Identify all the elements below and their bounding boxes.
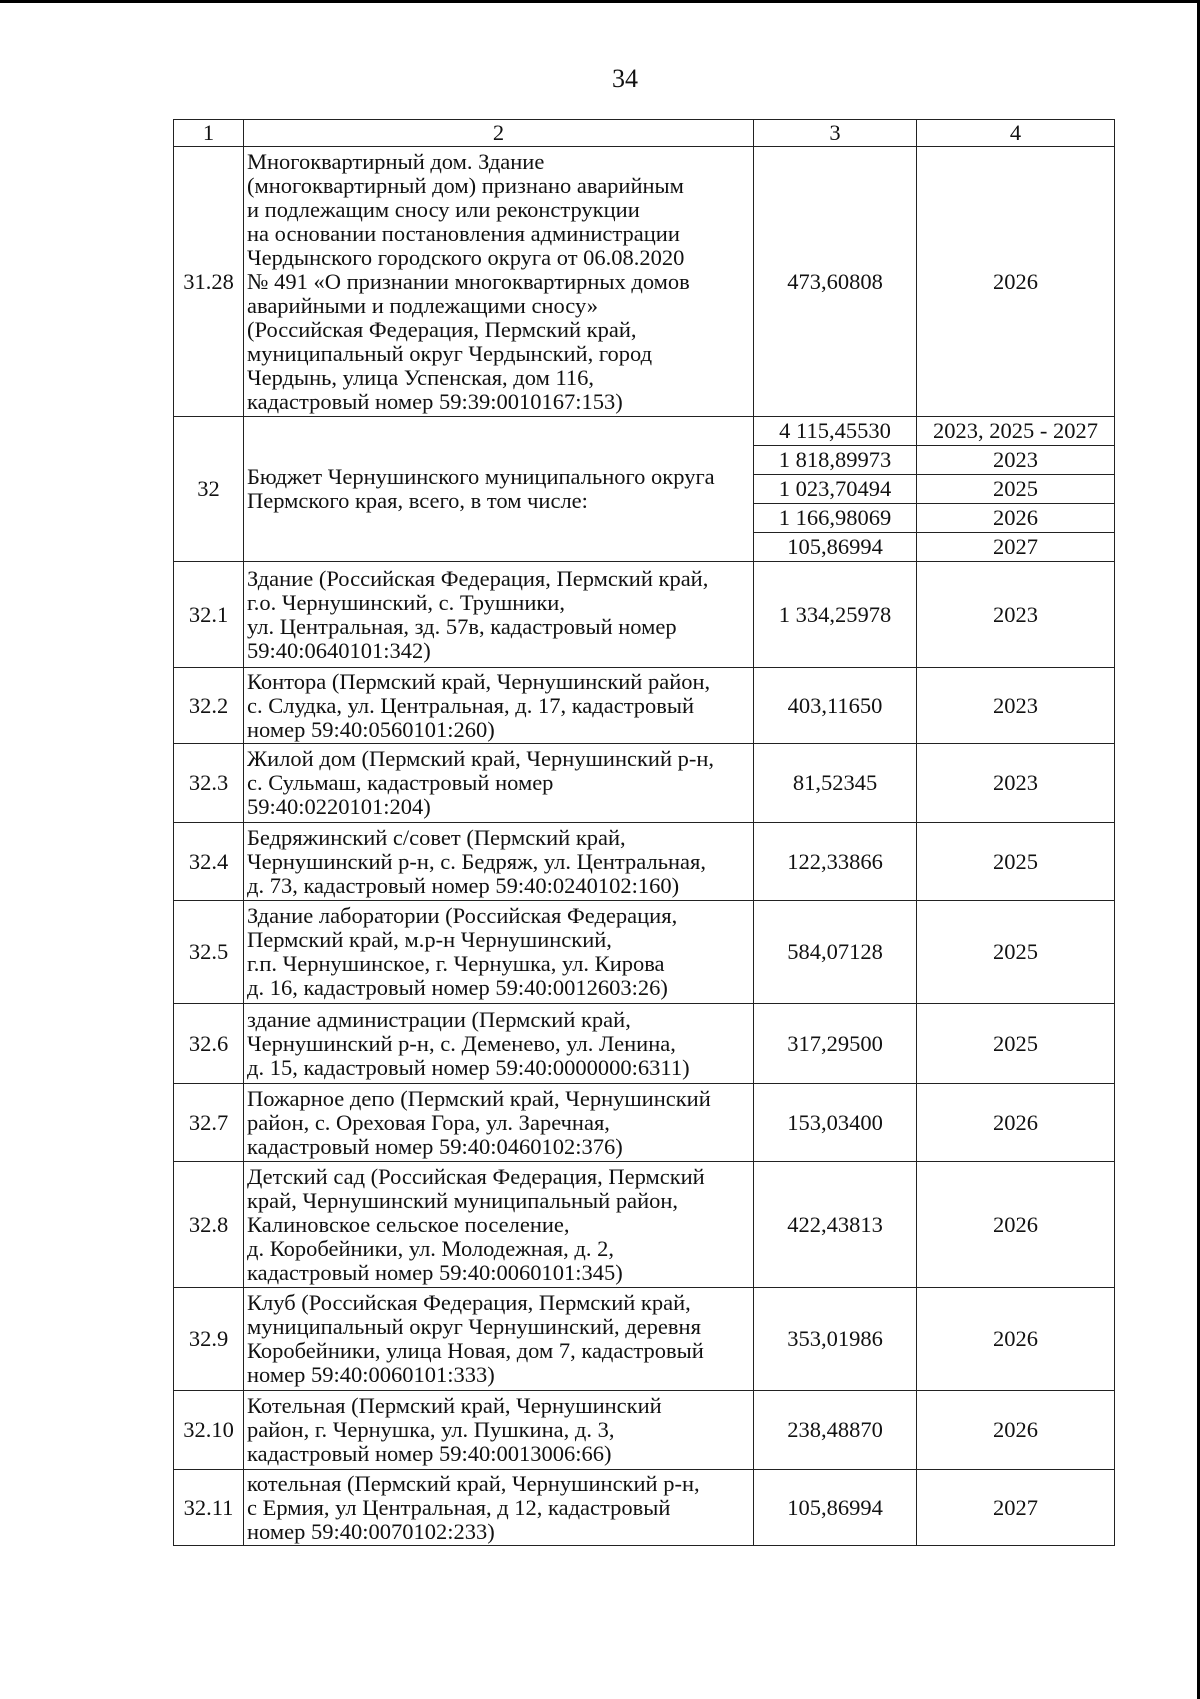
subrow-amount: 1 023,70494 — [754, 475, 917, 504]
table-row — [174, 417, 1115, 446]
row-number: 32.6 — [174, 1004, 244, 1084]
row-number: 32.8 — [174, 1162, 244, 1288]
row-amount: 1 334,25978 — [754, 562, 917, 668]
row-year: 2025 — [917, 1004, 1115, 1084]
row-number: 32.1 — [174, 562, 244, 668]
row-number: 32.10 — [174, 1391, 244, 1470]
row-number: 32.9 — [174, 1288, 244, 1391]
subrow-amount: 1 166,98069 — [754, 504, 917, 533]
table-row — [174, 1004, 1115, 1084]
table-row — [174, 147, 1115, 417]
table-header-row — [174, 120, 1115, 147]
header-cell: 1 — [174, 120, 244, 147]
row-amount: 153,03400 — [754, 1084, 917, 1162]
description-text: Контора (Пермский край, Чернушинский район, с. Слудка, ул. Центральная, д. 17, кадастровый номер 59:40:0560101:260) — [247, 668, 711, 742]
row-number: 32.11 — [174, 1470, 244, 1546]
table-row — [174, 1084, 1115, 1162]
description-text: Детский сад (Российская Федерация, Пермский край, Чернушинский муниципальный район, Калиновское сельское поселение, д. Коробейники, ул. Молодежная, д. 2, кадастровый номер 59:40:0060101:345) — [247, 1163, 705, 1285]
header-cell: 4 — [917, 120, 1115, 147]
row-amount: 422,43813 — [754, 1162, 917, 1288]
row-description — [244, 562, 754, 668]
table-row — [174, 901, 1115, 1004]
row-description — [244, 417, 754, 562]
row-description — [244, 901, 754, 1004]
row-year: 2026 — [917, 1288, 1115, 1391]
table-row — [174, 1470, 1115, 1546]
table-row — [174, 744, 1115, 823]
page-number: 34 — [612, 64, 638, 93]
row-number: 32.7 — [174, 1084, 244, 1162]
row-year: 2025 — [917, 823, 1115, 901]
row-number: 32.3 — [174, 744, 244, 823]
subrow-year: 2027 — [917, 533, 1115, 562]
row-description — [244, 823, 754, 901]
description-text: Здание (Российская Федерация, Пермский край, г.о. Чернушинский, с. Трушники, ул. Центральная, зд. 57в, кадастровый номер 59:40:0640101:342) — [247, 565, 709, 663]
table-row — [174, 823, 1115, 901]
row-year: 2025 — [917, 901, 1115, 1004]
row-description — [244, 1004, 754, 1084]
row-amount: 473,60808 — [754, 147, 917, 417]
subrow-amount: 4 115,45530 — [754, 417, 917, 446]
row-description — [244, 1162, 754, 1288]
row-number: 32.2 — [174, 668, 244, 744]
row-year: 2026 — [917, 1162, 1115, 1288]
header-cell: 2 — [244, 120, 754, 147]
description-text: котельная (Пермский край, Чернушинский р-н, с Ермия, ул Центральная, д 12, кадастровый номер 59:40:0070102:233) — [247, 1470, 700, 1544]
row-number: 31.28 — [174, 147, 244, 417]
row-number: 32 — [174, 417, 244, 562]
description-text: Клуб (Российская Федерация, Пермский край, муниципальный округ Чернушинский, деревня Коробейники, улица Новая, дом 7, кадастровый номер 59:40:0060101:333) — [247, 1290, 704, 1387]
header-cell: 3 — [754, 120, 917, 147]
row-year: 2026 — [917, 1084, 1115, 1162]
subrow-year: 2025 — [917, 475, 1115, 504]
description-text: Котельная (Пермский край, Чернушинский район, г. Чернушка, ул. Пушкина, д. 3, кадастровый номер 59:40:0013006:66) — [247, 1393, 662, 1466]
row-year: 2023 — [917, 668, 1115, 744]
row-amount: 584,07128 — [754, 901, 917, 1004]
description-text: Многоквартирный дом. Здание (многоквартирный дом) признано аварийным и подлежащим сносу или реконструкции на основании постановления администрации Чердынского городского округа от 06.08.2020 № 491 «О признании многоквартирных домов аварийными и подлежащими сносу» (Российская Федерация, Пермский край, муниципальный округ Чердынский, город Чердынь, улица Успенская, дом 116, кадастровый номер 59:39:0010167:153) — [247, 148, 690, 414]
subrow-year: 2026 — [917, 504, 1115, 533]
row-description — [244, 1084, 754, 1162]
description-text: Бюджет Чернушинского муниципального округа Пермского края, всего, в том числе: — [247, 464, 715, 513]
description-text: Жилой дом (Пермский край, Чернушинский р-н, с. Сульмаш, кадастровый номер 59:40:0220101:204) — [247, 746, 715, 819]
row-description — [244, 147, 754, 417]
page-border — [0, 0, 1200, 3]
row-year: 2023 — [917, 744, 1115, 823]
table-row — [174, 1391, 1115, 1470]
table-row — [174, 1162, 1115, 1288]
row-description — [244, 1470, 754, 1546]
row-description — [244, 1391, 754, 1470]
table-row — [174, 1288, 1115, 1391]
row-amount: 105,86994 — [754, 1470, 917, 1546]
subrow-year: 2023 — [917, 446, 1115, 475]
row-amount: 403,11650 — [754, 668, 917, 744]
row-number: 32.4 — [174, 823, 244, 901]
row-year: 2023 — [917, 562, 1115, 668]
row-year: 2026 — [917, 1391, 1115, 1470]
row-number: 32.5 — [174, 901, 244, 1004]
row-year: 2026 — [917, 147, 1115, 417]
description-text: Пожарное депо (Пермский край, Чернушинский район, с. Ореховая Гора, ул. Заречная, кадастровый номер 59:40:0460102:376) — [247, 1085, 711, 1159]
row-amount: 238,48870 — [754, 1391, 917, 1470]
row-amount: 317,29500 — [754, 1004, 917, 1084]
subrow-year: 2023, 2025 - 2027 — [917, 417, 1115, 446]
row-description — [244, 668, 754, 744]
row-amount: 81,52345 — [754, 744, 917, 823]
data-table — [173, 119, 1115, 1546]
table-row — [174, 668, 1115, 744]
row-description — [244, 744, 754, 823]
table-row — [174, 562, 1115, 668]
row-amount: 353,01986 — [754, 1288, 917, 1391]
description-text: здание администрации (Пермский край, Чернушинский р-н, с. Деменево, ул. Ленина, д. 15, кадастровый номер 59:40:0000000:6311) — [247, 1006, 690, 1080]
row-year: 2027 — [917, 1470, 1115, 1546]
subrow-amount: 1 818,89973 — [754, 446, 917, 475]
description-text: Здание лаборатории (Российская Федерация, Пермский край, м.р-н Чернушинский, г.п. Чернушинское, г. Чернушка, ул. Кирова д. 16, кадастровый номер 59:40:0012603:26) — [247, 903, 678, 1000]
subrow-amount: 105,86994 — [754, 533, 917, 562]
row-description — [244, 1288, 754, 1391]
row-amount: 122,33866 — [754, 823, 917, 901]
description-text: Бедряжинский с/совет (Пермский край, Чернушинский р-н, с. Бедряж, ул. Центральная, д. 73, кадастровый номер 59:40:0240102:160) — [247, 824, 706, 898]
